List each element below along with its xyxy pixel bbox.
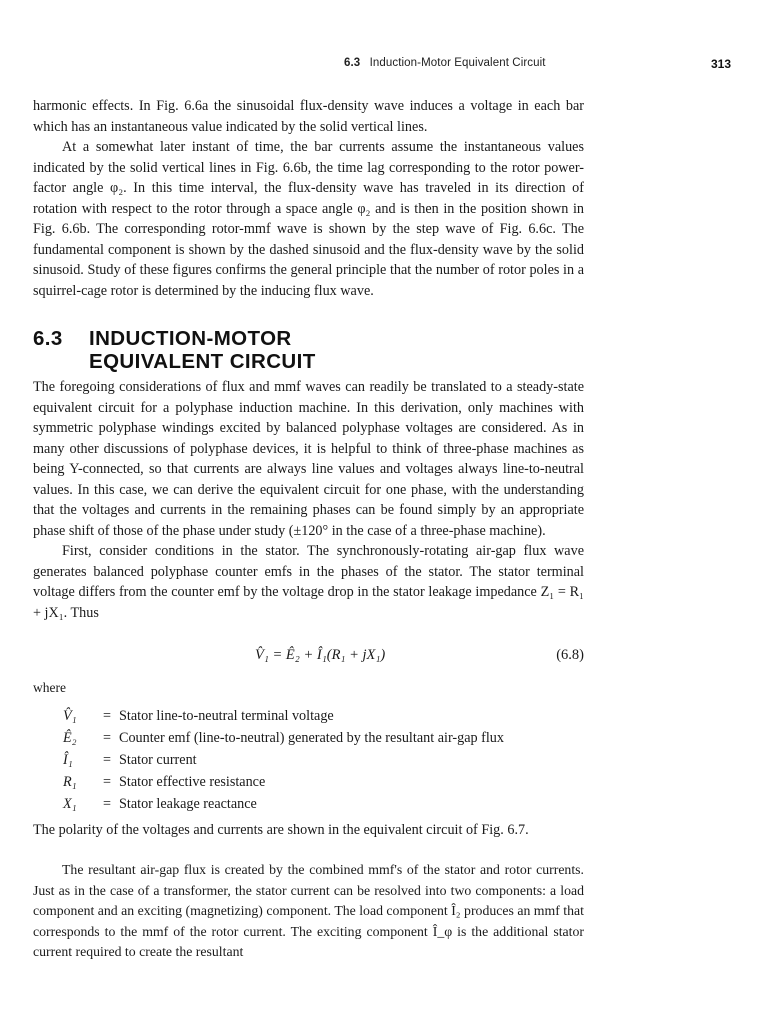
body-paragraph-1: The foregoing considerations of flux and mmf waves can readily be translated to a steady-state equivalent circuit for a polyphase induction machine. In this derivation, only machines with symmetric polyphase windings excited by balanced polyphase voltages are considered. As in many other discussions of polyphase devices, it is helpful to think of three-phase machines as being Y-connected, so that currents are always line values and voltages always line-to-neutral values. In this case, we can derive the equivalent circuit for one phase, with the understanding that the voltages and currents in the remaining phases can be found simply by an appropriate phase shift of those of the phase under study (±120° in the case of a three-phase machine). — [33, 379, 584, 539]
running-head-section-number: 6.3 — [344, 57, 361, 69]
running-head-title: Induction-Motor Equivalent Circuit — [369, 57, 546, 69]
intro-paragraph-1: harmonic effects. In Fig. 6.6a the sinusoidal flux-density wave induces a voltage in each bar which has an instantaneous value indicated by the solid vertical lines. — [33, 98, 584, 135]
definition-symbol: X₁ — [63, 796, 77, 812]
definition-symbol: Ê₂ — [63, 730, 77, 746]
definition-meaning: Stator current — [119, 752, 197, 768]
equals-sign: = — [103, 774, 112, 790]
equation-text: V̂₁ = Ê₂ + Î₁(R₁ + jX₁) — [255, 647, 386, 663]
definition-meaning: Stator line-to-neutral terminal voltage — [119, 708, 334, 724]
equation-6-8 — [33, 647, 584, 669]
section-title-line-1: INDUCTION-MOTOR — [89, 327, 292, 350]
intro-paragraph-2: At a somewhat later instant of time, the bar currents assume the instantaneous values indicated by the solid vertical lines in Fig. 6.6b, the time lag corresponding to the rotor power-factor angle φ₂. In this time interval, the flux-density wave has traveled in its direction of rotation with respect to the rotor through a space angle φ₂ and is then in the position shown in Fig. 6.6b. The corresponding rotor-mmf wave is shown by the step wave of Fig. 6.6c. The fundamental component is shown by the dashed sinusoid and the flux-density wave by the solid sinusoid. Study of these figures confirms the general principle that the number of rotor poles in a squirrel-cage rotor is determined by the inducing flux wave. — [33, 139, 584, 299]
equals-sign: = — [103, 730, 112, 746]
definition-row — [63, 793, 504, 815]
section-body — [33, 377, 584, 623]
where-label: where — [33, 680, 66, 695]
section-title-line-2: EQUIVALENT CIRCUIT — [89, 350, 316, 373]
polarity-text — [33, 820, 584, 841]
equals-sign: = — [103, 796, 112, 812]
section-number: 6.3 — [33, 327, 63, 350]
after-paragraph-1: The polarity of the voltages and currents are shown in the equivalent circuit of Fig. 6.7. — [33, 822, 529, 838]
definition-row — [63, 749, 504, 771]
after-paragraph-2: The resultant air-gap flux is created by the combined mmf's of the stator and rotor currents. Just as in the case of a transformer, the stator current can be resolved into two components: a load component and an exciting (magnetizing) component. The load component Î₂ produces an mmf that corresponds to the mmf of the rotor current. The exciting component Î_φ is the additional stator current required to create the resultant — [33, 862, 584, 959]
running-head — [344, 57, 546, 69]
definition-meaning: Stator effective resistance — [119, 774, 266, 790]
definition-row — [63, 705, 504, 727]
definition-symbol: V̂₁ — [63, 708, 77, 724]
definition-meaning: Counter emf (line-to-neutral) generated by the resultant air-gap flux — [119, 730, 504, 746]
equation-number: (6.8) — [556, 647, 584, 663]
definition-row — [63, 727, 504, 749]
definition-symbol: Î₁ — [63, 752, 73, 768]
body-paragraph-2: First, consider conditions in the stator. The synchronously-rotating air-gap flux wave generates balanced polyphase counter emfs in the phases of the stator. The stator terminal voltage differs from the counter emf by the voltage drop in the stator leakage impedance Z₁ = R₁ + jX₁. Thus — [33, 543, 584, 621]
equals-sign: = — [103, 752, 112, 768]
airgap-text — [33, 860, 584, 963]
section-heading — [33, 327, 316, 373]
intro-text — [33, 96, 584, 301]
page-number: 313 — [711, 57, 732, 71]
definition-symbol: R₁ — [63, 774, 77, 790]
definition-list — [63, 705, 504, 815]
equals-sign: = — [103, 708, 112, 724]
definition-meaning: Stator leakage reactance — [119, 796, 257, 812]
definition-row — [63, 771, 504, 793]
